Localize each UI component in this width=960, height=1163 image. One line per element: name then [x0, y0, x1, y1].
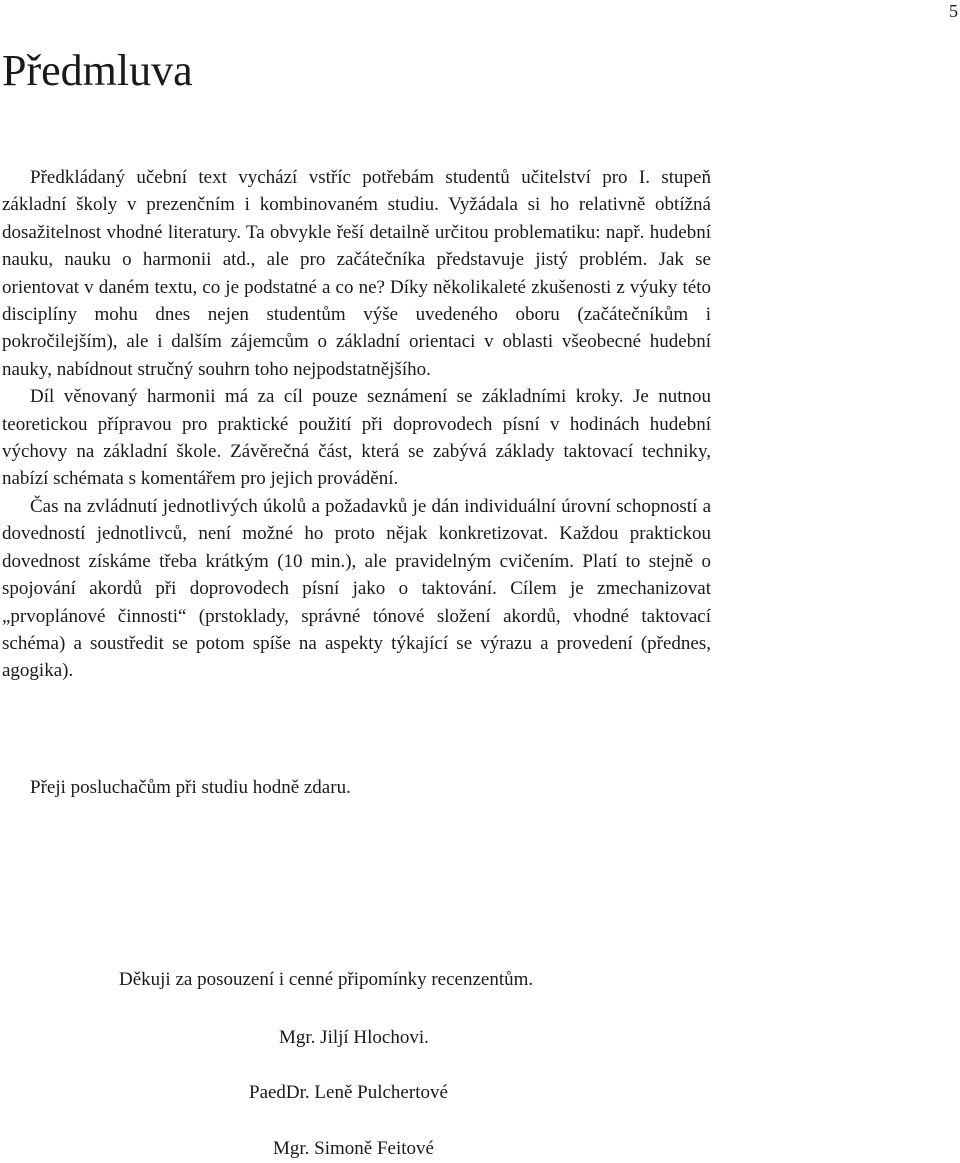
- reviewer-name: Mgr. Jiljí Hlochovi.: [279, 1027, 429, 1048]
- paragraph: Předkládaný učební text vychází vstříc potřebám studentů učitelství pro I. stupeň základní školy v prezenčním i kombinovaném studiu. Vyžádala si ho relativně obtížná dosažitelnost vhodné literatury. Ta obvykle řeší detailně určitou problematiku: např. hudební nauku, nauku o harmonii atd., ale pro začátečníka představuje jistý problém. Jak se orientovat v daném textu, co je podstatné a co ne? Díky několikaleté zkušenosti z výuky této disciplíny mohu dnes nejen studentům výše uvedeného oboru (začátečníkům i pokročilejším), ale i dalším zájemcům o základní orientaci v oblasti všeobecné hudební nauky, nabídnout stručný souhrn toho nejpodstatnějšího.: [2, 167, 711, 380]
- paragraph: Díl věnovaný harmonii má za cíl pouze seznámení se základními kroky. Je nutnou teoretickou přípravou pro praktické použití při doprovodech písní v hodinách hudební výchovy na základní škole. Závěrečná část, která se zabývá základy taktovací techniky, nabízí schémata s komentářem pro jejich provádění.: [2, 386, 711, 490]
- page-number: 5: [949, 1, 958, 21]
- reviewer-name: PaedDr. Leně Pulchertové: [249, 1082, 448, 1103]
- preface-body: [2, 164, 711, 685]
- page-title: Předmluva: [2, 46, 193, 95]
- closing-wish: Přeji posluchačům při studiu hodně zdaru.: [30, 777, 351, 798]
- reviewer-name: Mgr. Simoně Feitové: [273, 1138, 434, 1159]
- paragraph: Čas na zvládnutí jednotlivých úkolů a požadavků je dán individuální úrovní schopností a dovedností jednotlivců, není možné ho proto nějak konkretizovat. Každou praktickou dovednost získáme třeba krátkým (10 min.), ale pravidelným cvičením. Platí to stejně o spojování akordů při doprovodech písní jako o taktování. Cílem je zmechanizovat „prvoplánové činnosti“ (prstoklady, správné tónové složení akordů, vhodné taktovací schéma) a soustředit se potom spíše na aspekty týkající se výrazu a provedení (přednes, agogika).: [2, 495, 711, 682]
- acknowledgement: Děkuji za posouzení i cenné připomínky recenzentům.: [119, 969, 534, 990]
